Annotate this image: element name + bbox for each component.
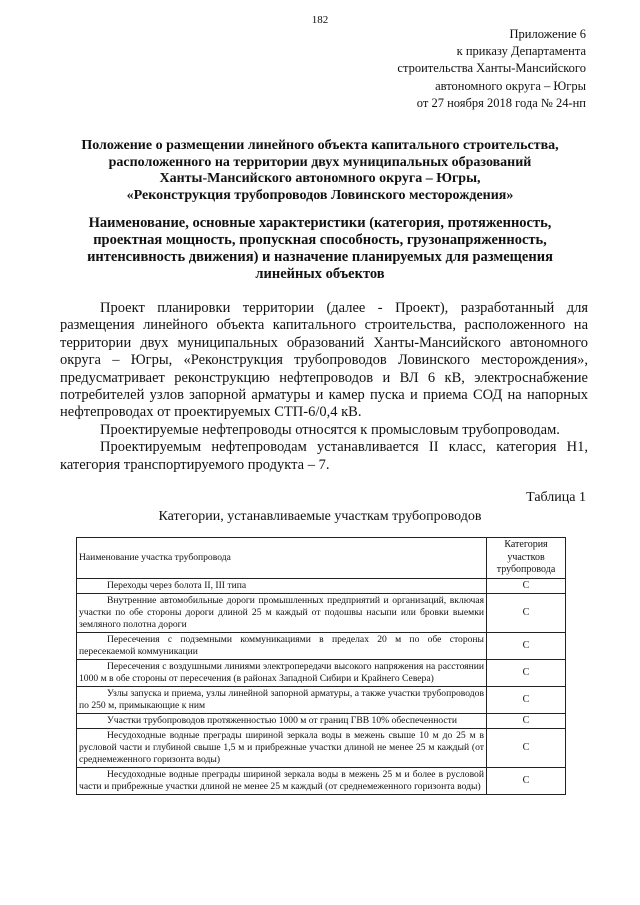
body-text — [60, 300, 588, 474]
title-line: «Реконструкция трубопроводов Ловинского месторождения» — [126, 187, 514, 203]
categories-table — [76, 537, 566, 795]
section-name: Несудоходные водные преграды шириной зеркала воды в межень 25 м и более в русловой части и прибрежные участки длиной не менее 25 м каждый (от среднемеженного горизонта воды) — [77, 767, 487, 794]
title-line: Ханты-Мансийского автономного округа – Югры, — [159, 171, 481, 186]
table-number: Таблица 1 — [526, 490, 586, 505]
paragraph: Проектируемым нефтепроводам устанавливается II класс, категория Н1, категория транспортируемого продукта – 7. — [60, 439, 588, 473]
page-number: 182 — [311, 14, 329, 26]
document-title — [50, 138, 590, 204]
table-row — [77, 686, 566, 713]
appendix-line: Приложение 6 — [509, 27, 586, 41]
section-heading — [70, 215, 570, 283]
section-name: Внутренние автомобильные дороги промышленных предприятий и организаций, включая участки по обе стороны дороги длиной 25 м каждый от подошвы насыпи или бровки выемки земляного полотна дороги — [77, 593, 487, 632]
table-row — [77, 593, 566, 632]
section-category: С — [487, 632, 566, 659]
appendix-header — [397, 26, 586, 112]
table-caption: Категории, устанавливаемые участкам трубопроводов — [158, 509, 482, 524]
section-category: С — [487, 728, 566, 767]
appendix-line: строительства Ханты-Мансийского — [397, 61, 586, 76]
title-line: расположенного на территории двух муниципальных образований — [108, 154, 532, 170]
heading-line: интенсивность движения) и назначение планируемых для размещения — [87, 249, 553, 265]
appendix-line: к приказу Департамента — [456, 44, 586, 59]
section-category: С — [487, 767, 566, 794]
section-category: С — [487, 686, 566, 713]
section-name: Переходы через болота II, III типа — [77, 578, 487, 593]
column-header-category: Категория участков трубопровода — [487, 538, 566, 579]
section-category: С — [487, 578, 566, 593]
table-row — [77, 767, 566, 794]
section-category: С — [487, 713, 566, 728]
table-row — [77, 728, 566, 767]
heading-line: линейных объектов — [255, 266, 385, 282]
paragraph: Проектируемые нефтепроводы относятся к промысловым трубопроводам. — [100, 421, 560, 438]
heading-line: проектная мощность, пропускная способность, грузонапряженность, — [93, 232, 547, 248]
section-category: С — [487, 593, 566, 632]
section-name: Пересечения с подземными коммуникациями в пределах 20 м по обе стороны пересекаемой коммуникации — [77, 632, 487, 659]
section-category: С — [487, 659, 566, 686]
section-name: Узлы запуска и приема, узлы линейной запорной арматуры, а также участки трубопроводов по 250 м, примыкающие к ним — [77, 686, 487, 713]
table-row — [77, 713, 566, 728]
column-header-name: Наименование участка трубопровода — [77, 538, 487, 579]
section-name: Участки трубопроводов протяженностью 1000 м от границ ГВВ 10% обеспеченности — [77, 713, 487, 728]
table-header-row — [77, 538, 566, 579]
heading-line: Наименование, основные характеристики (категория, протяженность, — [88, 215, 552, 231]
paragraph: Проект планировки территории (далее - Проект), разработанный для размещения линейного объекта капитального строительства, расположенного на территории двух муниципальных образований Ханты-Мансийского автономного округа – Югры, «Реконструкция трубопроводов Ловинского месторождения», предусматривает реконструкцию нефтепроводов и ВЛ 6 кВ, электроснабжение потребителей узлов запорной арматуры и камер пуска и приема СОД на напорных нефтепроводах от проектируемых СТП-6/0,4 кВ. — [60, 300, 588, 421]
appendix-line: автономного округа – Югры — [435, 78, 586, 93]
table-row — [77, 578, 566, 593]
table-row — [77, 632, 566, 659]
appendix-line: от 27 ноября 2018 года № 24-нп — [416, 95, 586, 110]
table-row — [77, 659, 566, 686]
section-name: Несудоходные водные преграды шириной зеркала воды в межень свыше 10 м до 25 м в русловой части и глубиной свыше 1,5 м и прибрежные участки длиной не менее 25 м каждый (от среднемеженного горизонта воды) — [77, 728, 487, 767]
section-name: Пересечения с воздушными линиями электропередачи высокого напряжения на расстоянии 1000 м в обе стороны от пересечения (в районах Западной Сибири и Крайнего Севера) — [77, 659, 487, 686]
title-line: Положение о размещении линейного объекта капитального строительства, — [81, 138, 559, 153]
